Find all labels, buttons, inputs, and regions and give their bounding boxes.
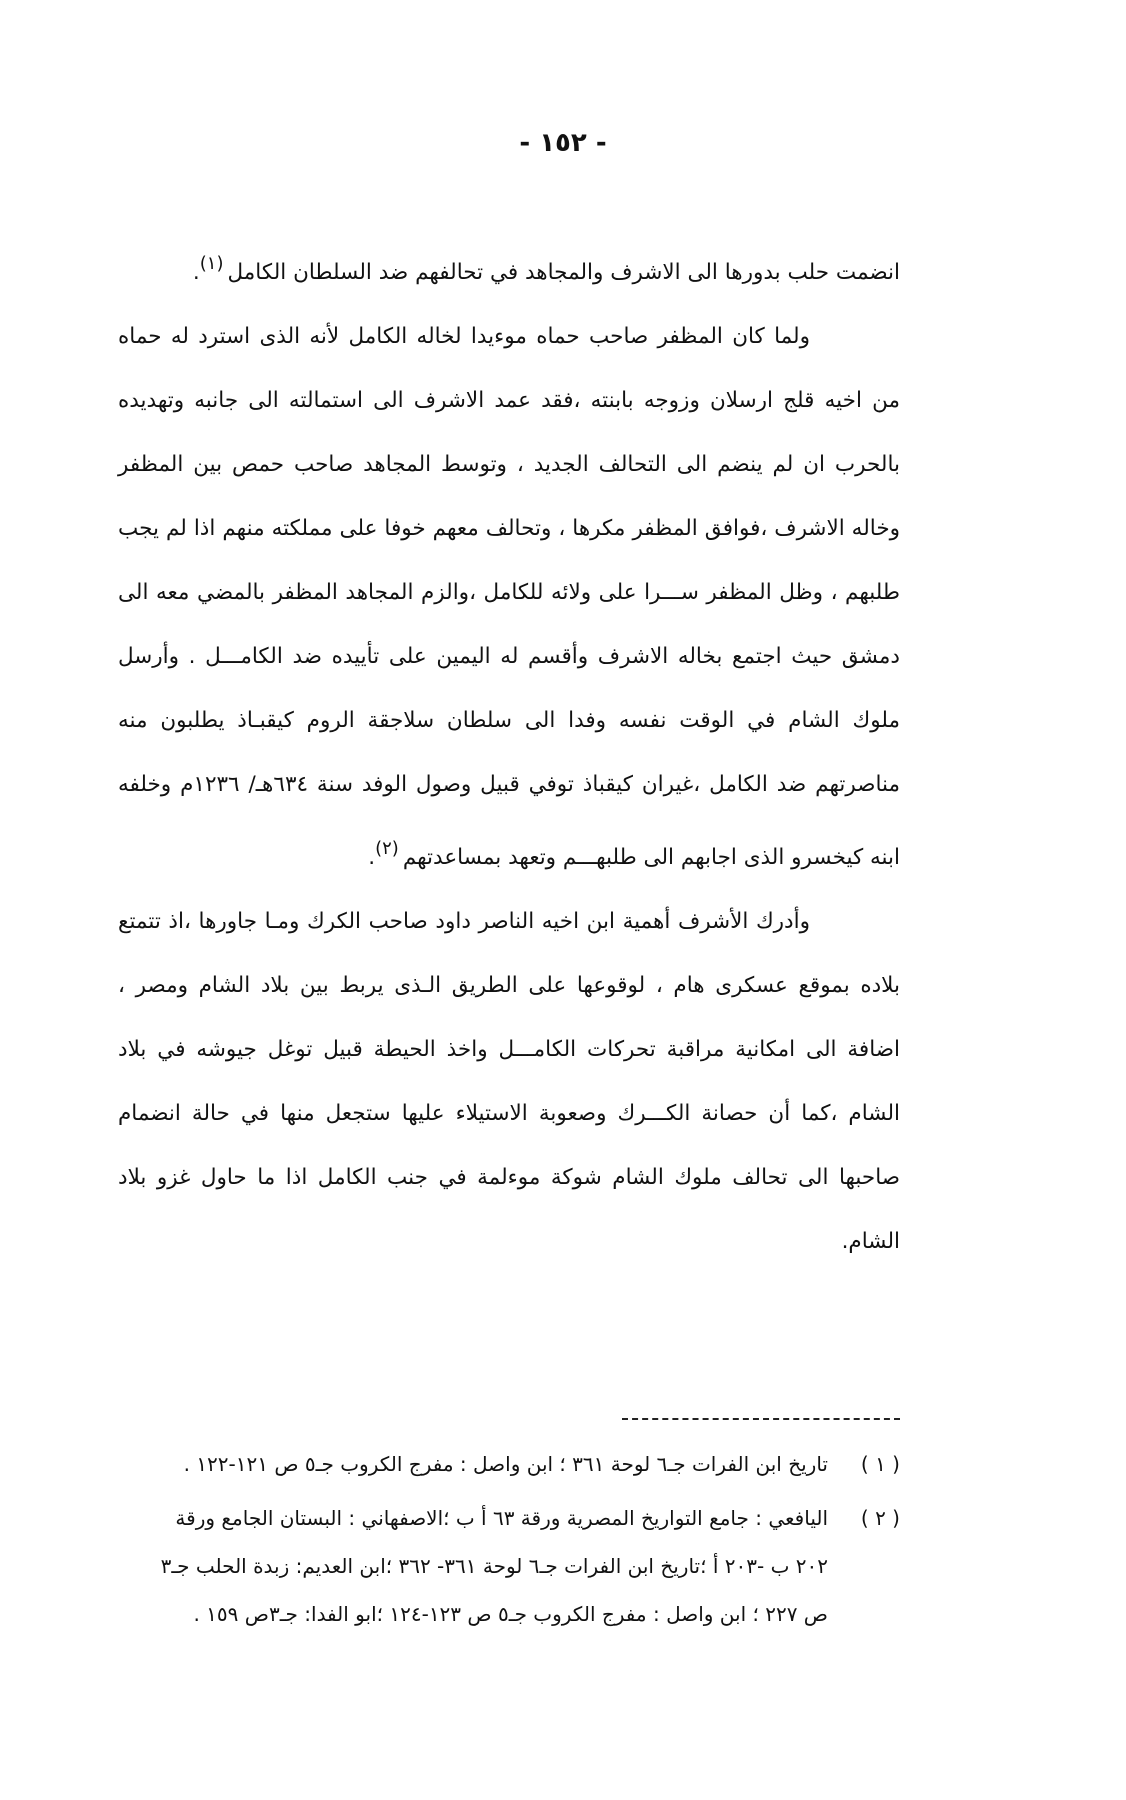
footnotes: [150, 1440, 900, 1644]
paragraph-3: [118, 890, 900, 1274]
main-text: [118, 232, 900, 1274]
page-number: - ١٥٢ -: [519, 128, 607, 158]
footnote-ref-2: (٢): [375, 838, 399, 859]
paragraph-3-text: وأدرك الأشرف أهمية ابن اخيه الناصر داود صاحب الكرك ومـا جاورها ،اذ تتمتع بلاده بموقع عسكرى هام ، لوقوعها على الطريق الـذى يربط بين بلاد الشام ومصر ، اضافة الى امكانية مراقبة تحركات الكامـــل واخذ الحيطة قبيل توغل جيوشه في بلاد الشام ،كما أن حصانة الكـــرك وصعوبة الاستيلاء عليها ستجعل منها في حالة انضمام صاحبها الى تحالف ملوك الشام شوكة موءلمة في جنب الكامل اذا ما حاول غزو بلاد الشام.: [118, 909, 900, 1254]
paragraph-2-text: ولما كان المظفر صاحب حماه موءيدا لخاله الكامل لأنه الذى استرد له حماه من اخيه قلج ارسلان وزوجه بابنته ،فقد عمد الاشرف الى استمالته الى جانبه وتهديده بالحرب ان لم ينضم الى التحالف الجديد ، وتوسط المجاهد صاحب حمص بين المظفر وخاله الاشرف ،فوافق المظفر مكرها ، وتحالف معهم خوفا على مملكته منهم اذا لم يجب طلبهم ، وظل المظفر ســـرا على ولائه للكامل ،والزم المجاهد المظفر بالمضي معه الى دمشق حيث اجتمع بخاله الاشرف وأقسم له اليمين على تأييده ضد الكامـــل . وأرسل ملوك الشام في الوقت نفسه وفدا الى سلطان سلاجقة الروم كيقبـاذ يطلبون منه مناصرتهم ضد الكامل ،غيران كيقباذ توفي قبيل وصول الوفد سنة ٦٣٤هـ/ ١٢٣٦م وخلفه ابنه كيخسرو الذى اجابهم الى طلبهـــم وتعهد بمساعدتهم: [118, 324, 901, 870]
paragraph-1-end: .: [192, 260, 200, 285]
footnote-ref-1: (١): [199, 253, 224, 274]
footnote-2-number: ( ٢ ): [860, 1506, 900, 1530]
footnote-2: [150, 1494, 900, 1638]
paragraph-2-end: .: [368, 845, 376, 870]
footnote-1-number: ( ١ ): [860, 1452, 900, 1476]
paragraph-1-text: انضمت حلب بدورها الى الاشرف والمجاهد في تحالفهم ضد السلطان الكامل: [227, 260, 900, 285]
footnote-1-text: تاريخ ابن الفرات جـ٦ لوحة ٣٦١ ؛ ابن واصل : مفرج الكروب جـ٥ ص ١٢١-١٢٢ .: [183, 1452, 828, 1476]
footnote-separator: [622, 1418, 900, 1420]
footnote-1: [150, 1440, 900, 1488]
footnote-2-text: اليافعي : جامع التواريخ المصرية ورقة ٦٣ أ ب ؛الاصفهاني : البستان الجامع ورقة ٢٠٢ ب -٢٠٣ أ ؛تاريخ ابن الفرات جـ٦ لوحة ٣٦١- ٣٦٢ ؛ابن العديم: زبدة الحلب جـ٣ ص ٢٢٧ ؛ ابن واصل : مفرج الكروب جـ٥ ص ١٢٣-١٢٤ ؛ابو الفدا: جـ٣ص ١٥٩ .: [160, 1506, 828, 1626]
paragraph-2: [118, 305, 900, 890]
paragraph-1: [118, 232, 900, 305]
